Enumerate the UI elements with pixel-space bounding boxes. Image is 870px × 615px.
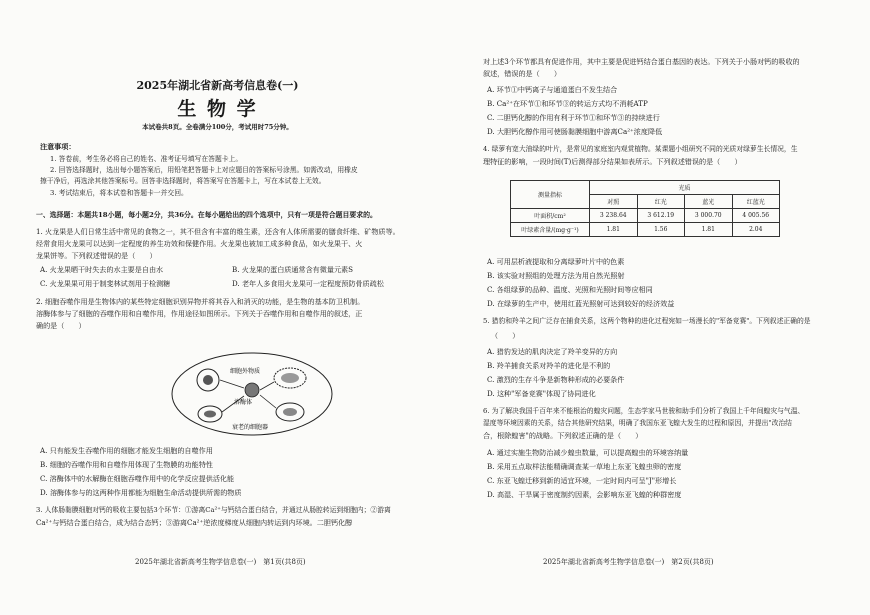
note-2: 2. 回答选择题时，选出每小题答案后，用铅笔把答题卡上对应题目的答案标号涂黑。如需改动，用橡皮 [50,166,358,174]
q3-option-a: A. 环节①中钙离子与通道蛋白不发生结合 [487,85,618,94]
section-heading: 一、选择题：本题共18小题，每小题2分，共36分。在每小题给出的四个选项中，只有一项是符合题目要求的。 [36,211,377,219]
table-col-header: 红蓝光 [732,195,780,209]
note-3: 3. 考试结束后，将本试卷和答题卡一并交回。 [50,189,188,197]
q2-option-d: D. 溶酶体参与的这两种作用都能为细胞生命活动提供所需的物质 [40,488,242,497]
q6-line-2: 湿度等环境因素的关系，结合其他研究结果，明确了我国东亚飞蝗大发生的过程和原因，并提出"改治结 [483,419,792,427]
table-cell: 1.81 [685,223,733,237]
q4-option-d: D. 在绿萝的生产中，使用红蓝光照射可达到较好的经济效益 [487,299,675,308]
table-cell: 1.56 [637,223,685,237]
table-col-header: 蓝光 [685,195,733,209]
q2-line-1: 2. 细胞吞噬作用是生物体内的某些特定细胞识别异物并将其吞入和消灭的功能，是生物的基本防卫机制。 [36,297,365,306]
q3-line-2: Ca²⁺与钙结合蛋白结合，成为结合态钙；③游离Ca²⁺逆浓度梯度从细胞内转运到内环境。二胆钙化醇 [36,518,353,527]
q4-option-b: B. 该实验对照组的处理方法为用自然光照射 [487,271,625,280]
q6-option-b: B. 采用五点取样法能精确调查某一草地上东亚飞蝗虫卵的密度 [487,462,682,471]
q6-line-1: 6. 为了解决我国千百年来不能根治的蝗灾问题，生态学家马世骏和助手们分析了我国上千年间蝗灾与气温、 [483,407,805,415]
exam-info: 本试卷共8页。全卷满分100分，考试用时75分钟。 [142,123,293,131]
q1-line-3: 龙果饼等。下列叙述错误的是（ ） [36,251,157,260]
table-row-label: 叶面积/cm² [511,209,590,223]
table-col-header: 对照 [590,195,638,209]
table-cell: 4 005.56 [732,209,780,223]
table-row [511,223,780,237]
q6-option-d: D. 高湿、干旱属于密度制约因素，会影响东亚飞蝗的种群密度 [487,490,682,499]
table-col-header: 红光 [637,195,685,209]
q4-line-1: 4. 绿萝有宽大油绿的叶片，是常见的家庭室内观赏植物。某课题小组研究不同的光质对绿萝生长情况，生 [483,145,798,153]
q3-option-c: C. 二胆钙化醇的作用有利于环节①和环节③的持续进行 [487,113,660,122]
results-table [510,180,780,237]
q1-line-1: 1. 火龙果是人们日常生活中常见的食物之一，其不但含有丰富的维生素，还含有人体所需要的膳食纤维、矿物质等。 [36,227,400,236]
q1-option-a: A. 火龙果晒干时失去的水主要是自由水 [40,265,164,274]
q3-cont-line-2: 叙述，错误的是（ ） [483,69,562,78]
q3-option-d: D. 大胆钙化醇作用可使肠黏膜细胞中游离Ca²⁺浓度降低 [487,127,663,136]
q3-cont-line-1: 对上述3个环节都具有促进作用，其中主要是促进钙结合蛋白基因的表达。下列关于小肠对钙的吸收的 [483,57,800,66]
q5-option-d: D. 这种"军备竞赛"体现了协同进化 [487,389,596,398]
table-cell: 2.04 [732,223,780,237]
q1-option-b: B. 火龙果的蛋白质通常含有微量元素S [232,265,353,274]
q6-option-c: C. 东亚飞蝗迁移到新的适宜环境，一定时间内可呈"J"形增长 [487,476,677,485]
table-row-label: 叶绿素含量/(mg·g⁻¹) [511,223,590,237]
table-cell: 3 000.70 [685,209,733,223]
phagocytosis-figure [170,350,335,438]
notes-heading: 注意事项： [40,142,76,151]
q6-line-3: 合，根除蝗害"的战略。下列叙述正确的是（ ） [483,431,643,440]
q4-line-2: 理特征的影响，一段时间(T)后测得部分结果如表所示。下列叙述错误的是（ ） [483,157,742,166]
fig-label-lysosome: 溶酶体 [234,399,253,406]
page-2-footer: 2025年湖北省新高考生物学信息卷(一) 第2页(共8页) [543,558,714,566]
table-row [511,209,780,223]
q3-option-b: B. Ca²⁺在环节①和环节③的转运方式均不消耗ATP [487,99,648,108]
q5-option-a: A. 猎豹发达的肌肉决定了羚羊变异的方向 [487,347,618,356]
table-cell: 3 612.19 [637,209,685,223]
q2-option-b: B. 细胞的吞噬作用和自噬作用体现了生物膜的功能特性 [40,460,213,469]
q6-option-a: A. 通过实施生物防治减少蝗虫数量，可以提高蝗虫的环境容纳量 [487,448,689,457]
table-corner: 测量指标 [511,181,590,209]
note-1: 1. 答卷前，考生务必将自己的姓名、准考证号填写在答题卡上。 [50,155,243,163]
page-1-footer: 2025年湖北省新高考生物学信息卷(一) 第1页(共8页) [135,558,306,566]
fig-label-extracellular: 细胞外物质 [230,368,261,375]
q2-option-c: C. 溶酶体中的水解酶在细胞吞噬作用中的化学反应提供活化能 [40,474,235,483]
subject-title: 生 物 学 [177,98,258,120]
q2-line-2: 溶酶体参与了细胞的吞噬作用和自噬作用，作用途径如图所示。下列关于吞噬作用和自噬作用的叙述，正 [36,309,363,318]
table-cell: 3 238.64 [590,209,638,223]
page-2 [435,0,870,615]
q1-option-c: C. 火龙果果可用于制斐林试剂用于检测糖 [40,279,171,288]
q2-line-3: 确的是（ ） [36,321,86,330]
fig-label-aged-organelle: 衰老的细胞器 [232,424,269,431]
table-group-header: 光质 [590,181,780,195]
q5-option-b: B. 羚羊捕食关系对羚羊的进化是不利的 [487,361,611,370]
q1-option-d: D. 老年人多食用火龙果可一定程度预防骨质疏松 [232,279,384,288]
note-2-cont: 擦干净后，再选涂其他答案标号。回答非选择题时，将答案写在答题卡上，写在本试卷上无效。 [40,177,326,185]
q4-option-a: A. 可用层析液提取和分离绿萝叶片中的色素 [487,257,625,266]
q5-option-c: C. 激烈的生存斗争是新物种形成的必要条件 [487,375,625,384]
q3-line-1: 3. 人体肠黏膜细胞对钙的吸收主要包括3个环节：①游离Ca²⁺与钙结合蛋白结合，并通过从肠腔转运到细胞内；②游离 [36,506,391,514]
q4-option-c: C. 各组绿萝的品种、温度、光照和光照时间等应相同 [487,285,653,294]
q5-line-2: （ ） [491,331,520,340]
q1-line-2: 经常食用火龙果可以达到一定程度的养生功效和保健作用。火龙果也被加工成多种食品，如火龙果干、火 [36,239,363,248]
exam-title: 2025年湖北省新高考信息卷(一) [136,79,299,92]
q2-option-a: A. 只有能发生吞噬作用的细胞才能发生细胞的自噬作用 [40,446,213,455]
q5-line-1: 5. 猎豹和羚羊之间广泛存在捕食关系，这两个物种的进化过程宛如一场漫长的"军备竞赛"。下列叙述正确的是 [483,317,811,325]
table-cell: 1.81 [590,223,638,237]
